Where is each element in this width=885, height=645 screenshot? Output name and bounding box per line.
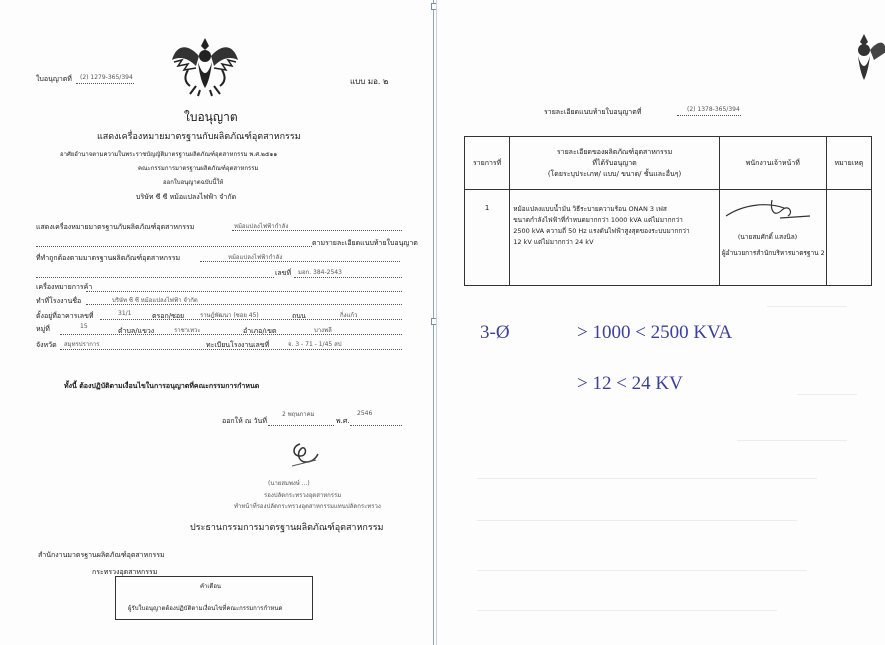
row-detail-line-3: 2500 kVA ความถี่ 50 Hz แรงดันไฟฟ้าสูงสุดของระบบมากกว่า <box>513 227 690 235</box>
condition-text: ทั้งนี้ ต้องปฏิบัติตามเงื่อนไขในการอนุญาตที่คณะกรรมการกำหนด <box>64 382 260 390</box>
director-signature <box>282 440 322 470</box>
factory-name-label: ทำที่โรงงานชื่อ <box>36 297 82 305</box>
col-remark-header: หมายเหตุ <box>826 137 871 190</box>
factory-name-value: บริษัท ซี ซี หม้อแปลงไฟฟ้า จำกัด <box>112 297 198 304</box>
col-detail-line-3: (โดยระบุประเภท/ แบบ/ ขนาด/ ชั้นและอื่นๆ) <box>547 169 682 178</box>
standard-no-label: เลขที่ <box>275 269 292 277</box>
notice-title: คำเตือน <box>200 583 222 590</box>
moo-label: หมู่ที่ <box>36 325 50 333</box>
row-officer-cell <box>719 190 826 286</box>
officer-title: ผู้อำนวยการสำนักบริหารมาตรฐาน 2 <box>721 249 825 257</box>
mark-value: หม้อแปลงไฟฟ้ากำลัง <box>234 223 289 230</box>
road-label: ถนน <box>292 312 306 320</box>
per-attachment-text: ตามรายละเอียดแนบท้ายใบอนุญาต <box>312 239 418 247</box>
row-detail-line-2: ขนาดกำลังไฟฟ้าที่กำหนดมากกว่า 1000 kVA แต่ไม่มากกว่า <box>513 216 683 224</box>
officer-name: (นายสมศักดิ์ แสงนิล) <box>737 233 798 241</box>
row-detail-line-4: 12 kV แต่ไม่มากกว่า 24 kV <box>513 238 594 246</box>
col-officer-header: พนักงานเจ้าหน้าที่ <box>719 137 826 190</box>
handwritten-note-phase: 3-Ø <box>480 322 510 343</box>
soi-value: ราษฎ์พัฒนา (ซอย 45) <box>200 312 259 319</box>
must-comply-label: ที่ทำถูกต้องตามมาตรฐานผลิตภัณฑ์อุตสาหกรรม <box>36 254 181 262</box>
license-no-value: (2) 1279-365/394 <box>80 74 133 81</box>
authority-line-1: อาศัยอำนาจตามความในพระราชบัญญัติมาตรฐานผลิตภัณฑ์อุตสาหกรรม พ.ศ.๒๕๑๑ <box>60 151 278 158</box>
address-label: ตั้งอยู่ที่อาคารเลขที่ <box>36 312 94 320</box>
standard-no-value: มอก. 384-2543 <box>298 269 342 276</box>
district-value: บางพลี <box>314 327 332 334</box>
signer-name: (นายสมพงษ์ ...) <box>268 480 310 487</box>
license-page <box>0 0 434 645</box>
company-name: บริษัท ซี ซี หม้อแปลงไฟฟ้า จำกัด <box>136 193 237 201</box>
issued-year: 2546 <box>357 410 373 417</box>
province-value: สมุทรปราการ <box>64 341 100 348</box>
moo-value: 15 <box>80 323 88 330</box>
signer-title-2: ทำหน้าที่รองปลัดกระทรวงอุตสาหกรรมแทนปลัดกระทรวง <box>234 503 381 510</box>
row-remark-cell <box>826 190 871 286</box>
trademark-label: เครื่องหมายการค้า <box>36 283 93 291</box>
factory-reg-value: จ. 3 - 71 - 1/45 สป <box>288 341 342 348</box>
row-detail-line-1: หม้อแปลงแบบน้ำมัน วิธีระบายความร้อน ONAN 3 เฟส <box>513 205 667 213</box>
district-label: อำเภอ/เขต <box>243 327 277 335</box>
authority-line-2: คณะกรรมการมาตรฐานผลิตภัณฑ์อุตสาหกรรม <box>138 165 259 172</box>
document-subtitle: แสดงเครื่องหมายมาตรฐานกับผลิตภัณฑ์อุตสาหกรรม <box>97 132 301 142</box>
license-no-label: ใบอนุญาตที่ <box>36 75 72 83</box>
col-item-header: รายการที่ <box>465 137 510 190</box>
road-value: กิ่งแก้ว <box>340 312 358 319</box>
province-label: จังหวัด <box>36 341 57 349</box>
soi-label: ตรอก/ซอย <box>152 312 185 320</box>
handwritten-note-kv: > 12 < 24 KV <box>577 373 683 394</box>
row-detail-cell <box>510 190 720 286</box>
chairman-line: ประธานกรรมการมาตรฐานผลิตภัณฑ์อุตสาหกรรม <box>190 523 384 533</box>
issued-day-month: 2 พฤษภาคม <box>282 411 315 418</box>
be-label: พ.ศ. <box>336 417 350 425</box>
signer-title-1: รองปลัดกระทรวงอุตสาหกรรม <box>264 492 342 499</box>
office-line-2: กระทรวงอุตสาหกรรม <box>92 568 158 576</box>
factory-reg-label: ทะเบียนโรงงานเลขที่ <box>206 341 270 349</box>
table-header-row <box>465 137 872 190</box>
document-title: ใบอนุญาต <box>184 110 238 124</box>
handwritten-note-kva: > 1000 < 2500 KVA <box>577 322 733 343</box>
attachment-header-label: รายละเอียดแนบท้ายใบอนุญาตที่ <box>544 108 642 116</box>
notice-text: ผู้รับใบอนุญาตต้องปฏิบัติตามเงื่อนไขที่คณะกรรมการกำหนด <box>128 605 283 612</box>
address-no: 31/1 <box>118 310 132 317</box>
notice-box <box>115 576 313 620</box>
table-row <box>465 190 872 286</box>
must-comply-value: หม้อแปลงไฟฟ้ากำลัง <box>228 254 283 261</box>
row-item-number: 1 <box>465 190 510 286</box>
garuda-emblem-icon <box>850 32 885 88</box>
mark-label: แสดงเครื่องหมายมาตรฐานกับผลิตภัณฑ์อุตสาหกรรม <box>36 223 195 231</box>
officer-signature <box>724 196 814 222</box>
attachment-table <box>464 136 872 286</box>
attachment-header-value: (2) 1378-365/394 <box>687 106 740 113</box>
col-detail-header <box>510 137 720 190</box>
form-code: แบบ มอ. ๒ <box>350 77 389 86</box>
col-detail-line-2: ที่ได้รับอนุญาต <box>592 158 637 167</box>
attachment-page <box>436 0 885 645</box>
subdistrict-value: ราชาเทวะ <box>174 327 201 334</box>
col-detail-line-1: รายละเอียดของผลิตภัณฑ์อุตสาหกรรม <box>556 147 673 156</box>
issued-label: ออกให้ ณ วันที่ <box>222 417 267 425</box>
subdistrict-label: ตำบล/แขวง <box>118 327 155 335</box>
office-line-1: สำนักงานมาตรฐานผลิตภัณฑ์อุตสาหกรรม <box>38 551 165 559</box>
issue-to-line: ออกใบอนุญาตฉบับนี้ให้ <box>163 179 224 186</box>
garuda-emblem-icon <box>170 36 240 98</box>
